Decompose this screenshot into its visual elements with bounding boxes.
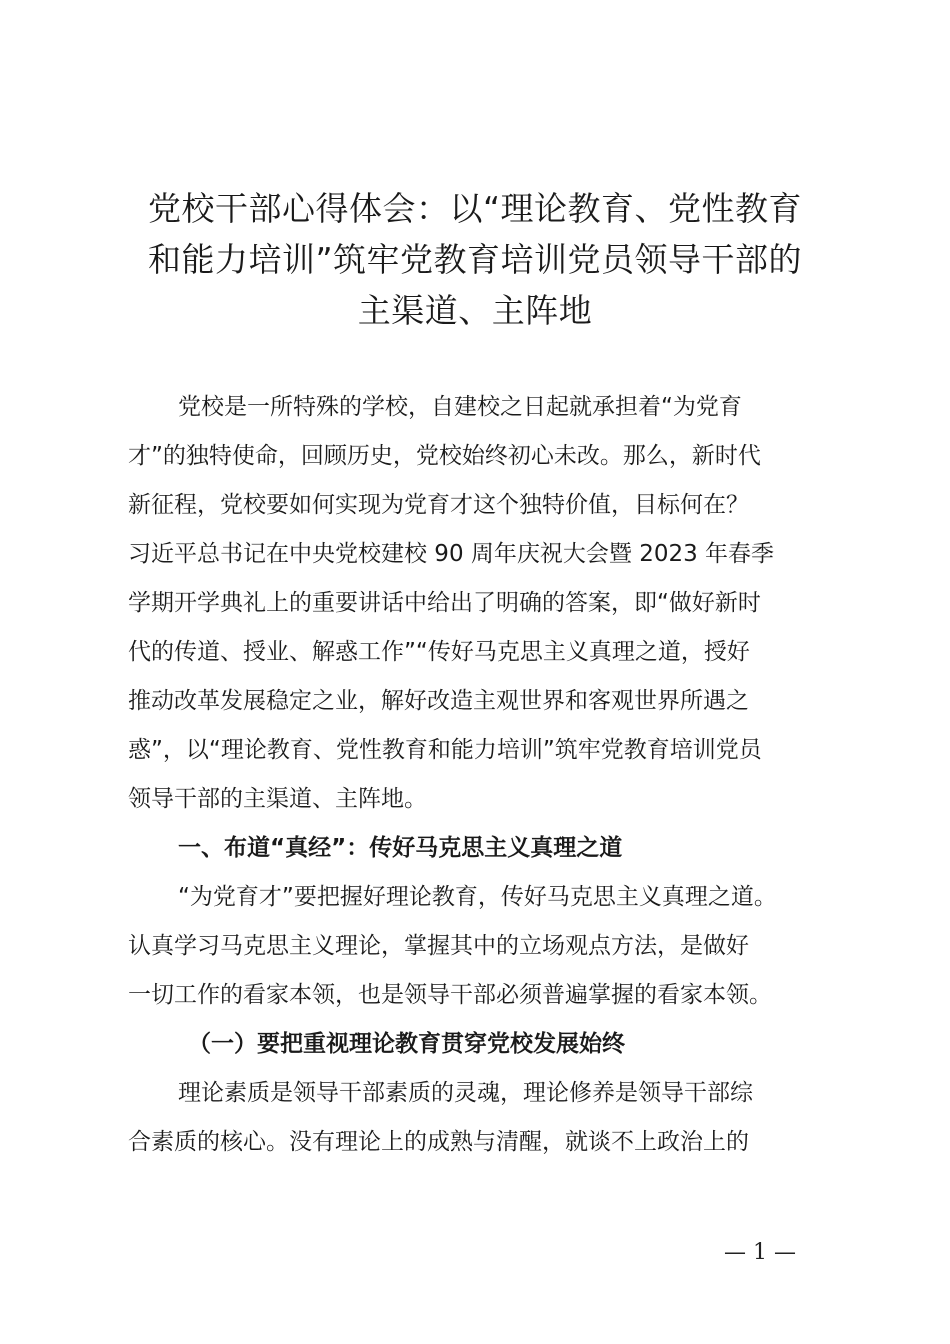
paragraph-line: 学期开学典礼上的重要讲话中给出了明确的答案，即“做好新时 xyxy=(128,590,761,616)
paragraph-line: 新征程，党校要如何实现为党育才这个独特价值，目标何在？ xyxy=(128,492,749,518)
paragraph-line: 推动改革发展稳定之业，解好改造主观世界和客观世界所遇之 xyxy=(128,688,749,714)
paragraph-line: 才”的独特使命，回顾历史，党校始终初心未改。那么，新时代 xyxy=(128,443,761,469)
paragraph-line: 认真学习马克思主义理论，掌握其中的立场观点方法，是做好 xyxy=(128,933,749,959)
paragraph-line: “为党育才”要把握好理论教育，传好马克思主义真理之道。 xyxy=(178,884,777,910)
paragraph-line: 一切工作的看家本领，也是领导干部必须普遍掌握的看家本领。 xyxy=(128,982,772,1008)
document-title xyxy=(110,183,840,336)
paragraph-line: 代的传道、授业、解惑工作”“传好马克思主义真理之道，授好 xyxy=(128,639,750,665)
page-number: — 1 — xyxy=(724,1240,796,1265)
paragraph-line: 合素质的核心。没有理论上的成熟与清醒，就谈不上政治上的 xyxy=(128,1129,749,1155)
section-heading: 一、布道“真经”：传好马克思主义真理之道 xyxy=(178,835,623,861)
title-line: 和能力培训”筑牢党教育培训党员领导干部的 xyxy=(147,240,803,279)
title-line: 党校干部心得体会：以“理论教育、党性教育 xyxy=(147,189,803,228)
paragraph-line: 领导干部的主渠道、主阵地。 xyxy=(128,786,427,812)
document-body xyxy=(128,383,832,1167)
paragraph-line: 理论素质是领导干部素质的灵魂，理论修养是领导干部综 xyxy=(178,1080,753,1106)
paragraph-line: 习近平总书记在中央党校建校 90 周年庆祝大会暨 2023 年春季 xyxy=(128,541,775,567)
subsection-heading: （一）要把重视理论教育贯穿党校发展始终 xyxy=(188,1031,625,1057)
title-line: 主渠道、主阵地 xyxy=(357,291,593,330)
paragraph-line: 惑”，以“理论教育、党性教育和能力培训”筑牢党教育培训党员 xyxy=(128,737,762,763)
paragraph-line: 党校是一所特殊的学校，自建校之日起就承担着“为党育 xyxy=(178,394,742,420)
